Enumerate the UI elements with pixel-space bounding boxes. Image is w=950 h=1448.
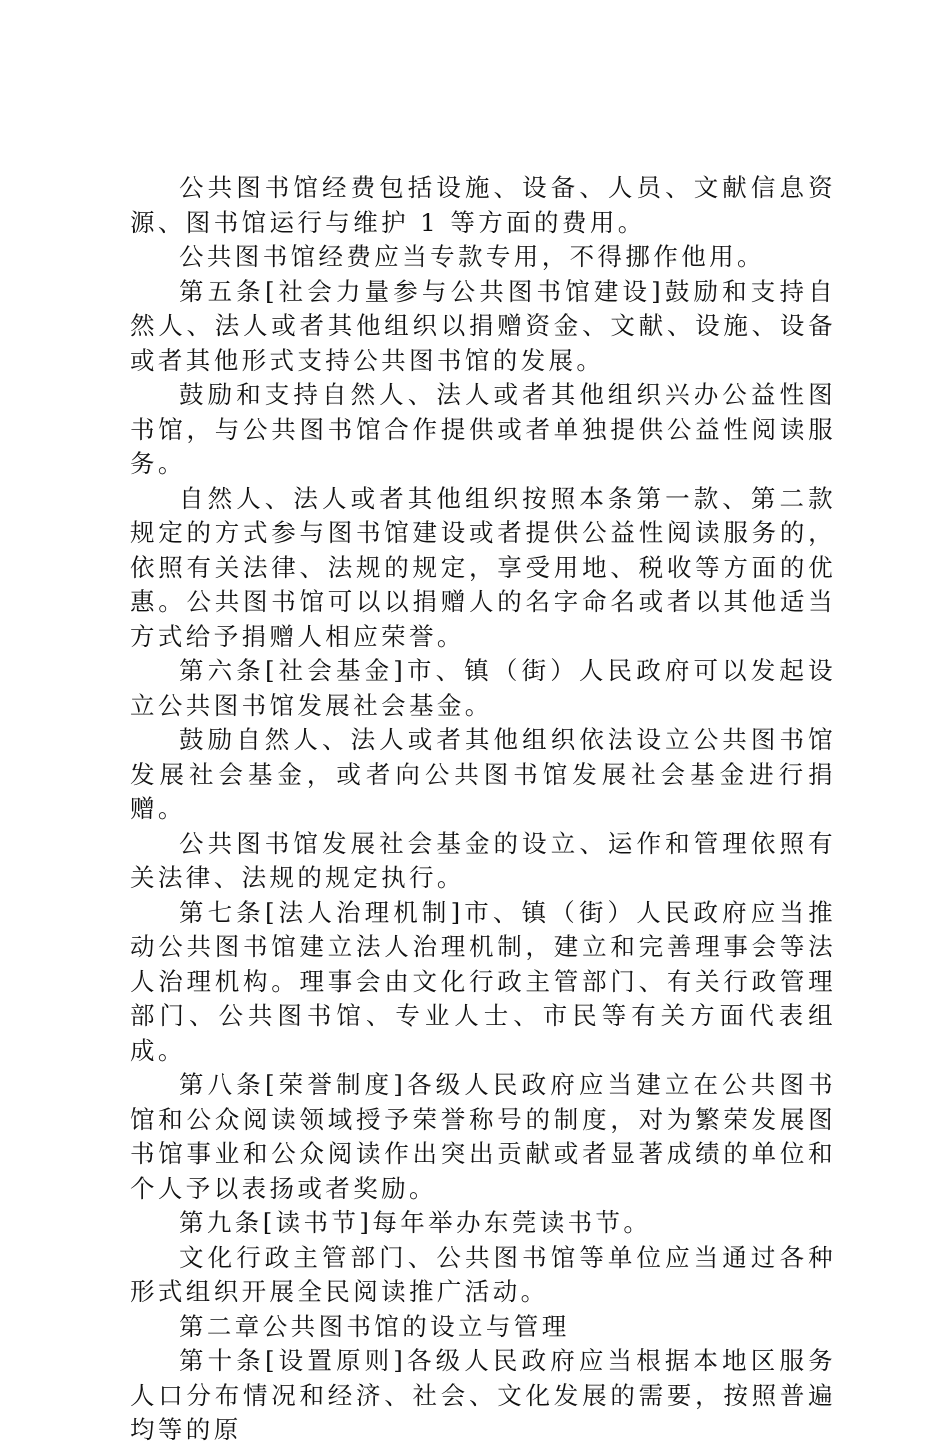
paragraph: 鼓励和支持自然人、法人或者其他组织兴办公益性图书馆，与公共图书馆合作提供或者单独提供公益性阅读服务。 bbox=[130, 380, 836, 478]
article-7-paragraph: 第七条[法人治理机制]市、镇（街）人民政府应当推动公共图书馆建立法人治理机制，建立和完善理事会等法人治理机构。理事会由文化行政主管部门、有关行政管理部门、公共图书馆、专业人士、市民等有关方面代表组成。 bbox=[130, 897, 836, 1065]
chapter-heading: 第二章公共图书馆的设立与管理 bbox=[179, 1311, 570, 1341]
paragraph: 公共图书馆经费应当专款专用，不得挪作他用。 bbox=[179, 242, 765, 271]
article-5-paragraph: 第五条[社会力量参与公共图书馆建设]鼓励和支持自然人、法人或者其他组织以捐赠资金、文献、设施、设备或者其他形式支持公共图书馆的发展。 bbox=[130, 276, 836, 375]
paragraph: 文化行政主管部门、公共图书馆等单位应当通过各种形式组织开展全民阅读推广活动。 bbox=[130, 1242, 836, 1306]
article-6-paragraph: 第六条[社会基金]市、镇（街）人民政府可以发起设立公共图书馆发展社会基金。 bbox=[130, 656, 836, 720]
document-body bbox=[130, 171, 836, 1448]
paragraph: 自然人、法人或者其他组织按照本条第一款、第二款规定的方式参与图书馆建设或者提供公益性阅读服务的，依照有关法律、法规的规定，享受用地、税收等方面的优惠。公共图书馆可以以捐赠人的名字命名或者以其他适当方式给予捐赠人相应荣誉。 bbox=[130, 483, 836, 651]
article-8-paragraph: 第八条[荣誉制度]各级人民政府应当建立在公共图书馆和公众阅读领域授予荣誉称号的制度，对为繁荣发展图书馆事业和公众阅读作出突出贡献或者显著成绩的单位和个人予以表扬或者奖励。 bbox=[130, 1070, 836, 1203]
paragraph: 鼓励自然人、法人或者其他组织依法设立公共图书馆发展社会基金，或者向公共图书馆发展社会基金进行捐赠。 bbox=[130, 725, 836, 823]
paragraph: 公共图书馆发展社会基金的设立、运作和管理依照有关法律、法规的规定执行。 bbox=[130, 828, 836, 892]
article-9-paragraph: 第九条[读书节]每年举办东莞读书节。 bbox=[179, 1208, 652, 1237]
paragraph: 公共图书馆经费包括设施、设备、人员、文献信息资源、图书馆运行与维护 1 等方面的费用。 bbox=[130, 173, 836, 237]
article-10-paragraph: 第十条[设置原则]各级人民政府应当根据本地区服务人口分布情况和经济、社会、文化发展的需要，按照普遍均等的原 bbox=[130, 1346, 836, 1444]
